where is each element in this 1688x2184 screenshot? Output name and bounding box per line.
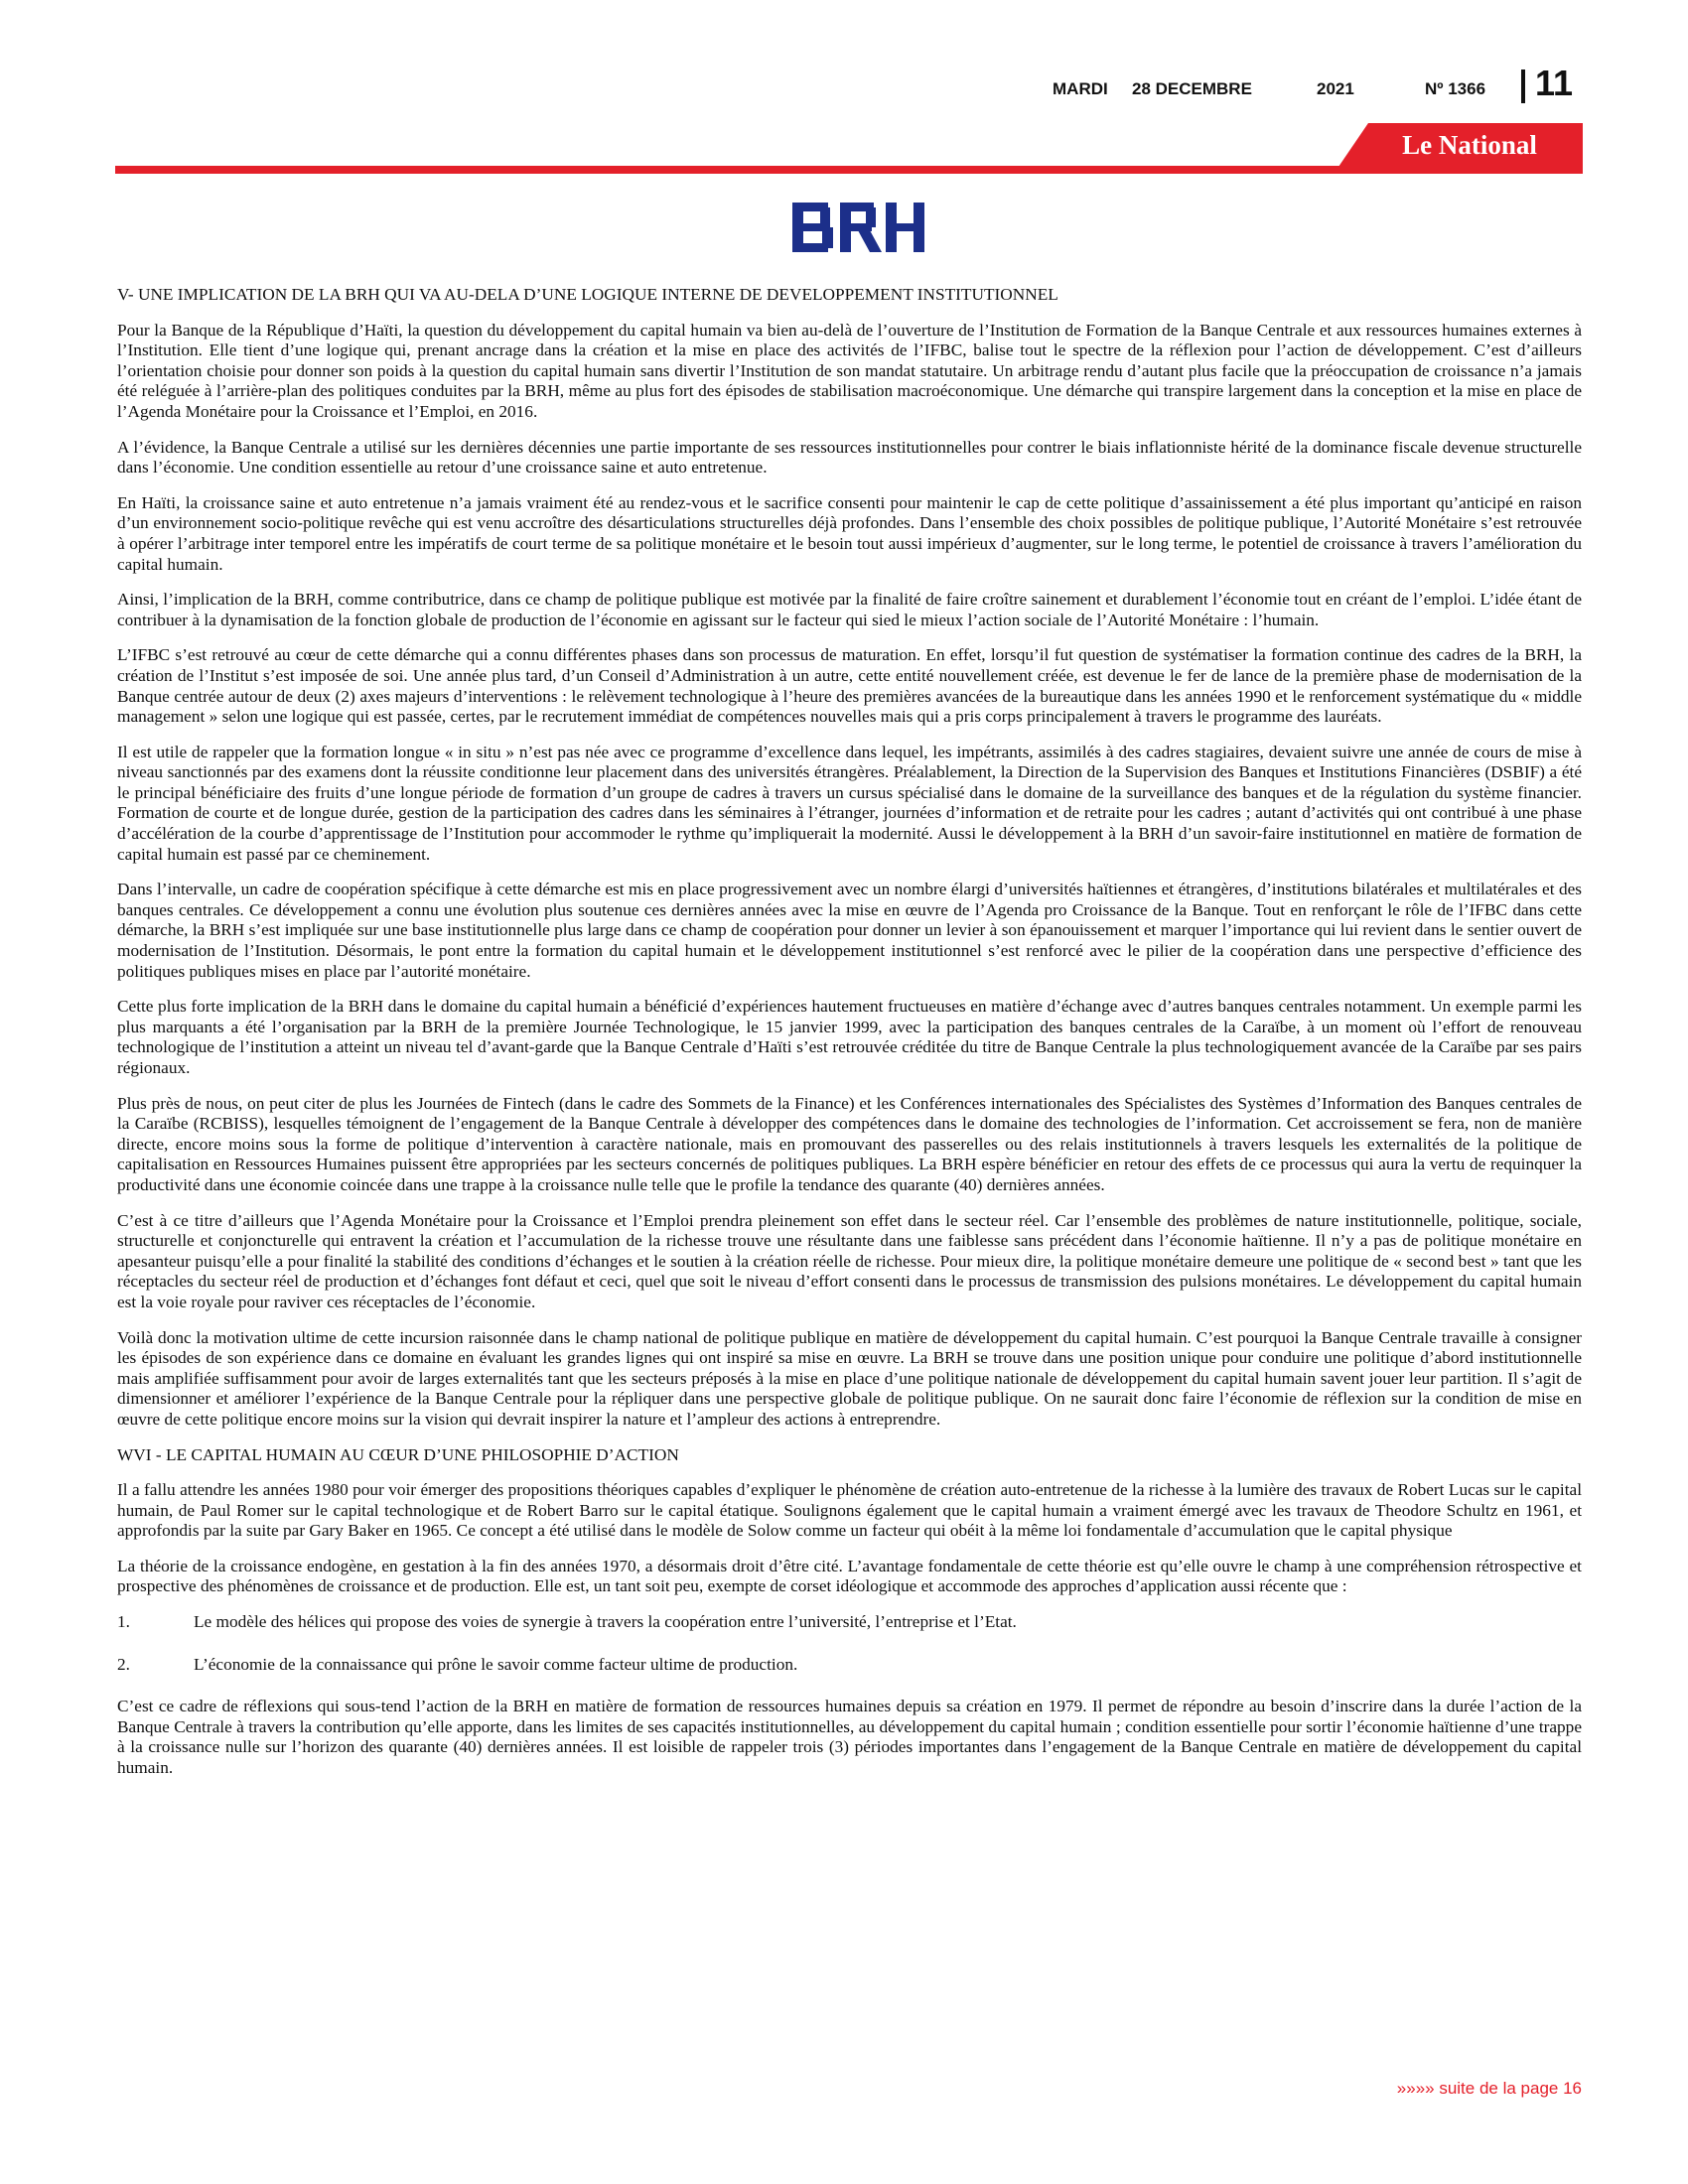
list-text: Le modèle des hélices qui propose des voies de synergie à travers la coopération entre l’université, l’entreprise et l’Etat. xyxy=(194,1612,1017,1632)
paragraph: C’est à ce titre d’ailleurs que l’Agenda Monétaire pour la Croissance et l’Emploi prendra pleinement son effet dans le secteur réel. Car l’ensemble des problèmes de nature institutionnelle, politique, sociale, structurelle et conjoncturelle qui entravent la création et l’accumulation de la richesse trouve une résultante dans une faiblesse sans précédent dans l’économie haïtienne. Il n’y a pas de politique monétaire en apesanteur puisqu’elle a pour finalité la stabilité des conditions d’échanges et le soutien à la création réelle de richesse. Pour mieux dire, la politique monétaire demeure une politique de « second best » tant que les réceptacles du secteur réel de production et d’échanges font défaut et ceci, quel que soit le niveau d’effort consenti dans le processus de transmission des pulsions monétaires. Le développement du capital humain est la voie royale pour raviver ces réceptacles de l’économie. xyxy=(117,1210,1582,1311)
list-item xyxy=(117,1612,1582,1633)
paragraph: C’est ce cadre de réflexions qui sous-tend l’action de la BRH en matière de formation de ressources humaines depuis sa création en 1979. Il permet de répondre au besoin d’inscrire dans la durée l’action de la Banque Centrale à travers la contribution qu’elle apporte, dans les limites de ses capacités institutionnelles, au développement du capital humain ; condition essentielle pour sortir l’économie haïtienne d’une trappe à la croissance nulle sur l’horizon des quarante (40) dernières années. Il est loisible de rappeler trois (3) périodes importantes dans l’engagement de la Banque Centrale en matière de développement du capital humain. xyxy=(117,1697,1582,1778)
paragraph: Ainsi, l’implication de la BRH, comme contributrice, dans ce champ de politique publique est motivée par la finalité de faire croître sainement et durablement l’économie tout en créant de l’emploi. L’idée étant de contribuer à la dynamisation de la fonction globale de production de l’économie en agissant sur le facteur qui sied le mieux l’action sociale de l’Autorité Monétaire : l’humain. xyxy=(117,590,1582,629)
section-heading-vi: WVI - LE CAPITAL HUMAIN AU CŒUR D’UNE PHILOSOPHIE D’ACTION xyxy=(117,1444,679,1464)
paragraph: Cette plus forte implication de la BRH dans le domaine du capital humain a bénéficié d’expériences hautement fructueuses en matière d’échange avec d’autres banques centrales notamment. Un exemple parmi les plus marquants a été l’organisation par la BRH de la première Journée Technologique, le 15 janvier 1999, avec la participation des banques centrales de la Caraïbe, à un moment où l’effort de renouveau technologique de l’institution a atteint un niveau tel d’avant-garde que la Banque Centrale d’Haïti s’est retrouvée créditée du titre de Banque Centrale la plus technologiquement avancée de la Caraïbe par ses pairs régionaux. xyxy=(117,997,1582,1077)
article-body xyxy=(117,285,1582,1794)
header-separator xyxy=(1521,69,1525,103)
brh-logo xyxy=(792,199,927,256)
paragraph: A l’évidence, la Banque Centrale a utilisé sur les dernières décennies une partie importante de ses ressources institutionnelles pour contrer le biais inflationniste hérité de la dominance fiscale devenue structurelle dans l’économie. Une condition essentielle au retour d’une croissance saine et auto entretenue. xyxy=(117,437,1582,478)
paragraph: Plus près de nous, on peut citer de plus les Journées de Fintech (dans le cadre des Sommets de la Finance) et les Conférences internationales des Spécialistes des Systèmes d’Information des Banques centrales de la Caraïbe (RCBISS), lesquelles témoignent de l’engagement de la Banque Centrale à développer des compétences dans le domaine des technologies de l’information. Cet accroissement se fera, non de manière directe, encore moins sous la forme de politique d’intervention à caractère nationale, mais en promouvant des passerelles ou des relais institutionnels à travers lesquels les externalités de la politique de capitalisation en Ressources Humaines puissent être appropriées par les secteurs concernés de politiques publiques. La BRH espère bénéficier en retour des effets de ce processus qui aura la vertu de requinquer la productivité dans une économie coincée dans une trappe à la croissance nulle telle que le profile la tendance des quarante (40) dernières années. xyxy=(117,1093,1582,1194)
issue-year: 2021 xyxy=(1317,79,1354,98)
paragraph: Pour la Banque de la République d’Haïti, la question du développement du capital humain va bien au-delà de l’ouverture de l’Institution de Formation de la Banque Centrale et aux ressources humaines externes à l’Institution. Elle tient d’une logique qui, prenant ancrage dans la création et la mise en place des activités de l’IFBC, balise tout le spectre de la réflexion pour l’action de développement. C’est d’ailleurs l’orientation choisie pour donner son poids à la question du capital humain sans divertir l’Institution de son mandat statutaire. Un arbitrage rendu d’autant plus facile que la préoccupation de croissance n’a jamais été reléguée à l’arrière-plan des politiques conduites par la BRH, même au plus fort des épisodes de stabilisation macroéconomique. Une démarche qui transpire largement dans la conception et la mise en place de l’Agenda Monétaire pour la Croissance et l’Emploi, en 2016. xyxy=(117,320,1582,421)
header-rule xyxy=(115,166,1583,174)
section-heading-v: V- UNE IMPLICATION DE LA BRH QUI VA AU-DELA D’UNE LOGIQUE INTERNE DE DEVELOPPEMENT INSTITUTIONNEL xyxy=(117,285,1058,304)
paragraph: Dans l’intervalle, un cadre de coopération spécifique à cette démarche est mis en place progressivement avec un nombre élargi d’universités haïtiennes et étrangères, d’institutions bilatérales et multilatérales et des banques centrales. Ce développement a connu une évolution plus soutenue ces dernières années avec la mise en œuvre de l’Agenda pro Croissance de la Banque. Tout en renforçant le rôle de l’IFBC dans cette démarche, la BRH s’est impliquée sur une base institutionnelle plus large dans ce champ de coopération pour donner un levier à son épanouissement et marquer l’importance qui lui revient dans le sentier ouvert de modernisation de l’Institution. Désormais, le pont entre la formation du capital humain et le développement institutionnel s’est renforcé avec le pilier de la coopération dans une perspective d’efficience des politiques publiques mises en place par l’autorité monétaire. xyxy=(117,880,1582,981)
paragraph: L’IFBC s’est retrouvé au cœur de cette démarche qui a connu différentes phases dans son processus de maturation. En effet, lorsqu’il fut question de systématiser la formation continue des cadres de la BRH, la création de l’Institut s’est imposée de soi. Une année plus tard, d’un Conseil d’Administration à un autre, cette entité nouvellement créée, est devenue le fer de lance de la première phase de modernisation de la Banque centrée autour de deux (2) axes majeurs d’interventions : le relèvement technologique à l’heure des premières avancées de la bureautique dans les années 1990 et le renforcement systématique du « middle management » selon une logique qui est passée, certes, par le recrutement immédiat de compétences nouvelles mais qui a pris corps principalement à travers le programme des lauréats. xyxy=(117,645,1582,727)
issue-day: MARDI xyxy=(1053,79,1108,98)
paragraph: Il est utile de rappeler que la formation longue « in situ » n’est pas née avec ce programme d’excellence dans lequel, les impétrants, assimilés à des cadres stagiaires, devaient suivre une année de cours de mise à niveau sanctionnés par des examens dont la réussite conditionne leur placement dans des universités étrangères. Préalablement, la Direction de la Supervision des Banques et Institutions Financières (DSBIF) a été le principal bénéficiaire des fruits d’une longue période de formation d’un groupe de cadres à travers un cursus spécialisé dans le domaine de la surveillance des banques et de la régulation du système financier. Formation de courte et de longue durée, gestion de la participation des cadres dans les séminaires à l’étranger, journées d’information et de retraite pour les cadres ; autant d’activités qui ont contribué à une phase d’accélération de la courbe d’apprentissage de l’Institution pour accommoder le rythme qu’impliquerait la modernité. Aussi le développement à la BRH d’un savoir-faire institutionnel en matière de formation de capital humain est passé par ce cheminement. xyxy=(117,742,1582,864)
paragraph: Il a fallu attendre les années 1980 pour voir émerger des propositions théoriques capables d’expliquer le phénomène de création auto-entretenue de la richesse à la lumière des travaux de Robert Lucas sur le capital humain, de Paul Romer sur le capital technologique et de Robert Barro sur le capital étatique. Soulignons également que le capital humain a vraiment émergé avec les travaux de Theodore Schultz en 1961, et approfondis par la suite par Gary Baker en 1965. Ce concept a été utilisé dans le modèle de Solow comme un facteur qui obéit à la même loi fondamentale d’accumulation que le capital physique xyxy=(117,1480,1582,1541)
issue-date: 28 DECEMBRE xyxy=(1132,79,1252,98)
list-number: 1. xyxy=(117,1612,130,1632)
issue-info xyxy=(1053,79,1489,103)
list-item xyxy=(117,1655,1582,1676)
publication-name: Le National xyxy=(1402,130,1537,160)
issue-number: Nº 1366 xyxy=(1425,79,1486,98)
numbered-list xyxy=(117,1612,1582,1675)
paragraph: En Haïti, la croissance saine et auto entretenue n’a jamais vraiment été au rendez-vous et le sacrifice consenti pour maintenir le cap de cette politique d’assainissement a été plus important qu’anticipé en raison d’un environnement socio-politique revêche qui est venu accroître des désarticulations structurelles déjà profondes. Dans l’ensemble des choix possibles de politique publique, l’Autorité Monétaire s’est retrouvée à opérer l’arbitrage inter temporel entre les impératifs de court terme de sa politique monétaire et le besoin tout aussi impérieux d’augmenter, sur le long terme, le potentiel de croissance à travers l’amélioration du capital humain. xyxy=(117,492,1582,574)
paragraph: La théorie de la croissance endogène, en gestation à la fin des années 1970, a désormais droit d’être cité. L’avantage fondamentale de cette théorie est qu’elle ouvre le champ à une compréhension rétrospective et prospective des phénomènes de croissance et de production. Elle est, un tant soit peu, exempte de corset idéologique et accommode des approches d’application aussi récente que : xyxy=(117,1556,1582,1596)
continuation-link[interactable]: »»»» suite de la page 16 xyxy=(1396,2079,1582,2098)
page-number: 11 xyxy=(1535,63,1574,103)
list-text: L’économie de la connaissance qui prône le savoir comme facteur ultime de production. xyxy=(194,1654,798,1674)
paragraph: Voilà donc la motivation ultime de cette incursion raisonnée dans le champ national de politique publique en matière de développement du capital humain. C’est pourquoi la Banque Centrale travaille à consigner les épisodes de son expérience dans ce domaine en évaluant les grandes lignes qui ont inspiré sa mise en œuvre. La BRH se trouve dans une position unique pour conduire une politique d’abord institutionnelle mais amplifiée suffisamment pour avoir de larges externalités tant que les secteurs préposés à la mise en place d’une politique nationale de développement du capital humain savent jouer leur partition. Il s’agit de dimensionner et améliorer l’expérience de la Banque Centrale pour la répliquer dans une perspective globale de politique publique. On ne saurait donc faire l’économie de réflexion sur la condition de mise en œuvre de cette politique encore moins sur la vision qui devrait inspirer la nature et l’ampleur des actions à entreprendre. xyxy=(117,1327,1582,1429)
list-number: 2. xyxy=(117,1654,130,1674)
